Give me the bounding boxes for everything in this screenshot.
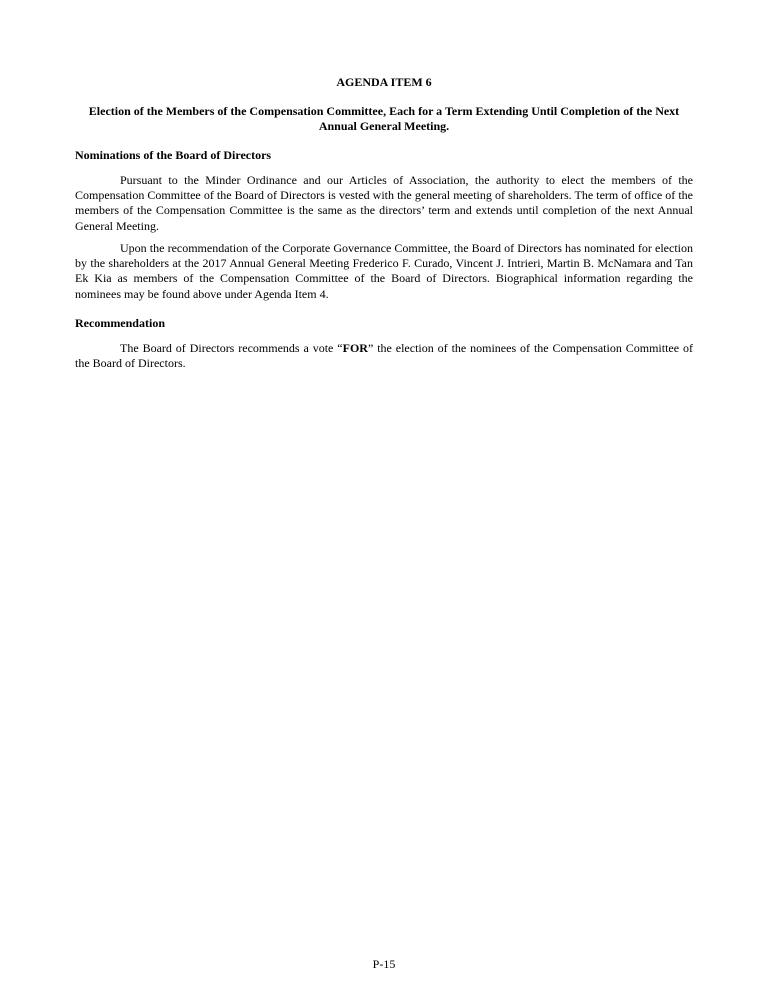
recommendation-text-before: The Board of Directors recommends a vote “ bbox=[120, 341, 343, 355]
paragraph-nominees: Upon the recommendation of the Corporate Governance Committee, the Board of Directors has nominated for election by the shareholders at the 2017 Annual General Meeting Frederico F. Curado, Vincent J. Intrieri, Martin B. McNamara and Tan Ek Kia as members of the Compensation Committee of the Board of Directors. Biographical information regarding the nominees may be found above under Agenda Item 4. bbox=[75, 241, 693, 301]
agenda-item-title: AGENDA ITEM 6 bbox=[336, 75, 432, 89]
paragraph-minder-ordinance: Pursuant to the Minder Ordinance and our Articles of Association, the authority to elect the members of the Compensation Committee of the Board of Directors is vested with the general meeting of shareholders. The term of office of the members of the Compensation Committee is the same as the directors’ term and extends until completion of the next Annual General Meeting. bbox=[75, 173, 693, 233]
page-number: P-15 bbox=[372, 957, 396, 971]
recommendation-text-after: ” the election of the nominees of the Compensation Committee of the Board of Directors. bbox=[75, 341, 693, 371]
recommendation-vote-for: FOR bbox=[342, 341, 368, 355]
section-heading-nominations: Nominations of the Board of Directors bbox=[75, 148, 272, 162]
section-heading-recommendation: Recommendation bbox=[75, 316, 165, 330]
agenda-item-subtitle: Election of the Members of the Compensation Committee, Each for a Term Extending Until Completion of the Next Annual General Meeting. bbox=[88, 104, 680, 133]
paragraph-recommendation bbox=[75, 341, 693, 371]
